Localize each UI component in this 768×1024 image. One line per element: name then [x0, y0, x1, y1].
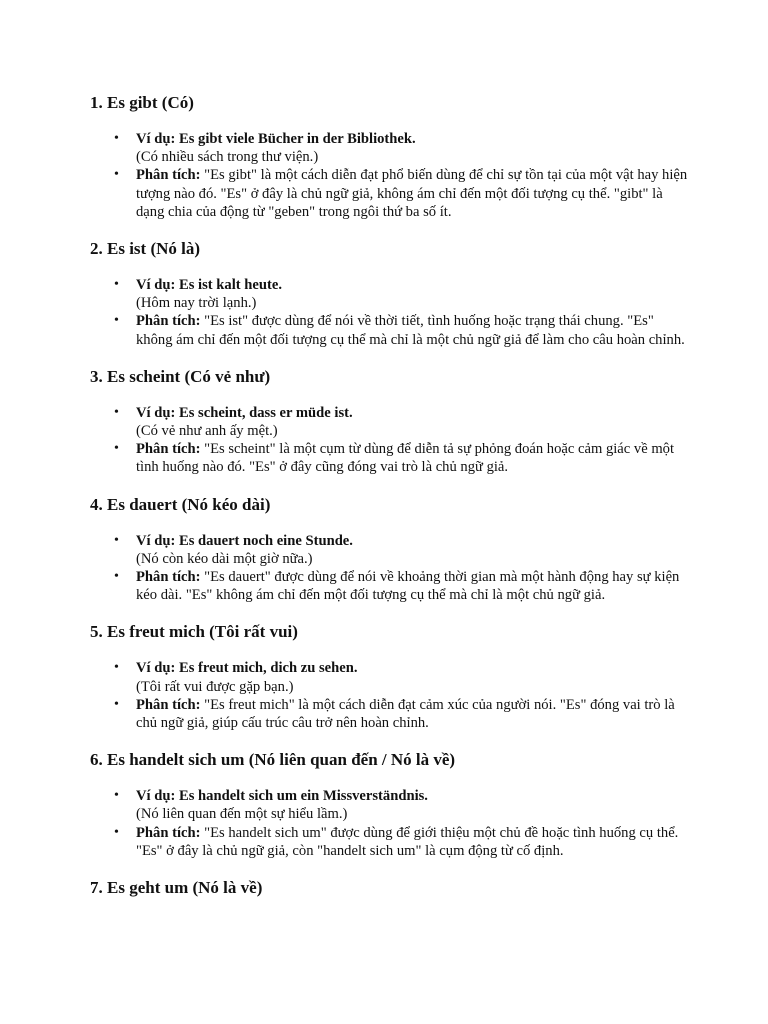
bullet-list	[90, 130, 690, 221]
section-heading: 3. Es scheint (Có vẻ như)	[90, 366, 271, 386]
analysis-item	[90, 824, 690, 860]
analysis-item	[90, 166, 690, 221]
bullet-list	[90, 659, 690, 732]
section-heading: 6. Es handelt sich um (Nó liên quan đến / Nó là về)	[90, 750, 456, 770]
analysis-text: "Es ist" được dùng để nói về thời tiết, tình huống hoặc trạng thái chung. "Es" không ám chỉ đến một đối tượng cụ thể mà chỉ là một chủ ngữ giả để làm cho câu hoàn chỉnh.	[136, 313, 685, 348]
analysis-text: "Es gibt" là một cách diễn đạt phổ biến dùng để chỉ sự tồn tại của một vật hay hiện tượng nào đó. "Es" ở đây là chủ ngữ giả, không ám chỉ đến một đối tượng cụ thể. "gibt" là dạng chia của động từ "geben" trong ngôi thứ ba số ít.	[136, 167, 688, 220]
bullet-list	[90, 787, 690, 860]
analysis-label: Phân tích:	[136, 167, 201, 184]
analysis-label: Phân tích:	[136, 569, 201, 586]
example-sentence: Es ist kalt heute.	[179, 277, 282, 294]
example-label: Ví dụ:	[136, 660, 176, 677]
analysis-text: "Es handelt sich um" được dùng để giới thiệu một chủ đề hoặc tình huống cụ thể. "Es" ở đây là chủ ngữ giả, còn "handelt sich um" là cụm động từ cố định.	[136, 824, 679, 859]
analysis-item	[90, 568, 690, 604]
document-body	[90, 88, 690, 903]
example-translation: (Nó còn kéo dài một giờ nữa.)	[136, 550, 313, 567]
bullet-list	[90, 532, 690, 605]
section-es-handelt-sich-um	[90, 745, 690, 860]
example-sentence: Es handelt sich um ein Missverständnis.	[179, 788, 428, 805]
analysis-label: Phân tích:	[136, 824, 201, 841]
analysis-label: Phân tích:	[136, 441, 201, 458]
example-sentence: Es gibt viele Bücher in der Bibliothek.	[179, 131, 416, 147]
example-item	[90, 130, 690, 166]
example-label: Ví dụ:	[136, 404, 176, 421]
example-item	[90, 404, 690, 440]
example-item	[90, 532, 690, 568]
section-es-freut-mich	[90, 617, 690, 732]
analysis-label: Phân tích:	[136, 696, 201, 713]
example-sentence: Es freut mich, dich zu sehen.	[179, 660, 358, 677]
section-heading: 7. Es geht um (Nó là về)	[90, 878, 263, 898]
example-translation: (Có vẻ như anh ấy mệt.)	[136, 423, 278, 440]
analysis-text: "Es freut mich" là một cách diễn đạt cảm xúc của người nói. "Es" đóng vai trò là chủ ngữ giả, giúp cấu trúc câu trở nên hoàn chỉnh.	[136, 696, 675, 732]
example-label: Ví dụ:	[136, 277, 176, 294]
analysis-text: "Es scheint" là một cụm từ dùng để diễn tả sự phỏng đoán hoặc cảm giác về một tình huống nào đó. "Es" ở đây cũng đóng vai trò là chủ ngữ giả.	[136, 441, 675, 476]
example-translation: (Tôi rất vui được gặp bạn.)	[136, 678, 294, 695]
section-heading: 2. Es ist (Nó là)	[90, 239, 201, 259]
example-sentence: Es dauert noch eine Stunde.	[179, 532, 353, 549]
analysis-item	[90, 696, 690, 732]
section-heading: 4. Es dauert (Nó kéo dài)	[90, 494, 271, 514]
analysis-item	[90, 312, 690, 348]
section-es-ist	[90, 234, 690, 349]
section-es-geht-um	[90, 873, 690, 903]
example-sentence: Es scheint, dass er müde ist.	[179, 404, 353, 421]
example-item	[90, 659, 690, 695]
example-item	[90, 276, 690, 312]
analysis-label: Phân tích:	[136, 313, 201, 330]
section-es-scheint	[90, 362, 690, 477]
bullet-list	[90, 404, 690, 477]
example-translation: (Hôm nay trời lạnh.)	[136, 295, 257, 312]
section-es-dauert	[90, 490, 690, 605]
section-heading: 5. Es freut mich (Tôi rất vui)	[90, 622, 298, 642]
example-item	[90, 787, 690, 823]
example-translation: (Nó liên quan đến một sự hiểu lầm.)	[136, 806, 348, 823]
example-label: Ví dụ:	[136, 131, 176, 147]
section-heading: 1. Es gibt (Có)	[90, 93, 194, 112]
analysis-item	[90, 440, 690, 476]
bullet-list	[90, 276, 690, 349]
analysis-text: "Es dauert" được dùng để nói về khoảng thời gian mà một hành động hay sự kiện kéo dài. "Es" không ám chỉ đến một đối tượng cụ thể mà chỉ là một chủ ngữ giả.	[136, 569, 680, 604]
example-label: Ví dụ:	[136, 532, 176, 549]
example-label: Ví dụ:	[136, 788, 176, 805]
example-translation: (Có nhiều sách trong thư viện.)	[136, 149, 319, 166]
section-es-gibt	[90, 88, 690, 221]
